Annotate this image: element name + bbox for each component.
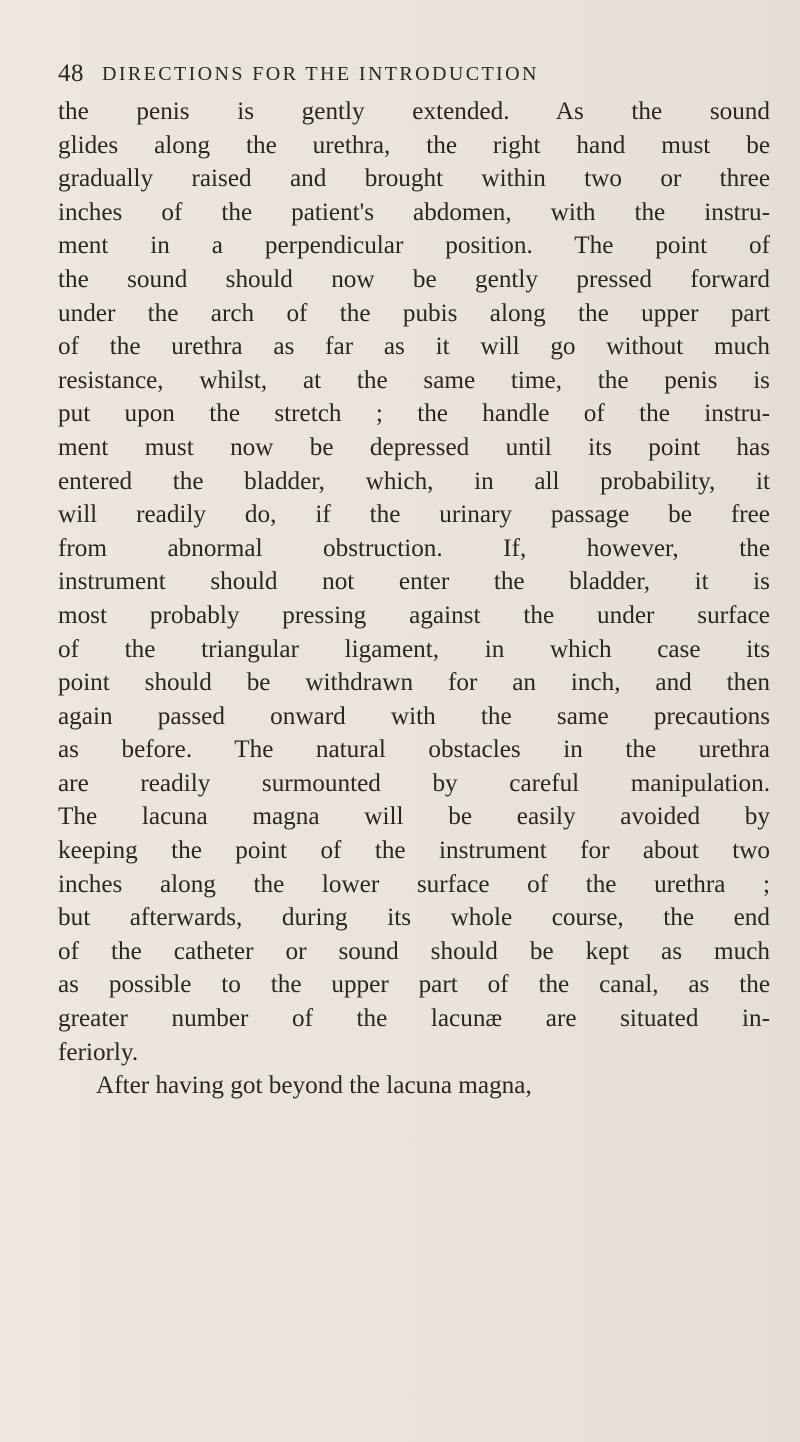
text-line: most probably pressing against the under surface [58, 601, 770, 629]
text-line: of the catheter or sound should be kept as much [58, 937, 770, 965]
text-line: will readily do, if the urinary passage be free [58, 501, 770, 529]
text-line: but afterwards, during its whole course, the end [58, 904, 770, 932]
body-text [58, 95, 770, 1103]
text-line-paragraph-end: feriorly. [58, 1038, 139, 1066]
text-line: as possible to the upper part of the canal, as the [58, 971, 770, 999]
text-line: ment in a perpendicular position. The point of [58, 232, 770, 260]
text-line: glides along the urethra, the right hand must be [58, 131, 770, 159]
text-line: gradually raised and brought within two or three [58, 165, 770, 193]
text-line: resistance, whilst, at the same time, the penis is [58, 366, 770, 394]
page-header [58, 60, 758, 90]
text-line: instrument should not enter the bladder, it is [58, 568, 770, 596]
text-line: under the arch of the pubis along the upper part [58, 299, 770, 327]
text-line: of the urethra as far as it will go without much [58, 333, 770, 361]
text-line: keeping the point of the instrument for about two [58, 837, 770, 865]
text-line: ment must now be depressed until its point has [58, 433, 770, 461]
text-line: from abnormal obstruction. If, however, the [58, 534, 770, 562]
text-line-paragraph-start: After having got beyond the lacuna magna, [96, 1072, 532, 1100]
text-line: inches of the patient's abdomen, with the instru- [58, 198, 770, 226]
text-line: point should be withdrawn for an inch, and then [58, 669, 770, 697]
text-line: the penis is gently extended. As the sound [58, 98, 770, 125]
text-line: as before. The natural obstacles in the urethra [58, 736, 770, 764]
text-line: are readily surmounted by careful manipulation. [58, 769, 770, 797]
text-line: The lacuna magna will be easily avoided by [58, 803, 770, 831]
text-line: put upon the stretch ; the handle of the instru- [58, 400, 770, 428]
text-line: again passed onward with the same precautions [58, 702, 770, 730]
text-line: inches along the lower surface of the urethra ; [58, 870, 770, 898]
page-number: 48 [58, 60, 84, 87]
text-line: the sound should now be gently pressed forward [58, 265, 770, 293]
text-line: of the triangular ligament, in which case its [58, 635, 770, 663]
text-line: entered the bladder, which, in all probability, it [58, 467, 770, 495]
text-line: greater number of the lacunæ are situated in- [58, 1005, 770, 1033]
running-head: DIRECTIONS FOR THE INTRODUCTION [102, 63, 539, 85]
